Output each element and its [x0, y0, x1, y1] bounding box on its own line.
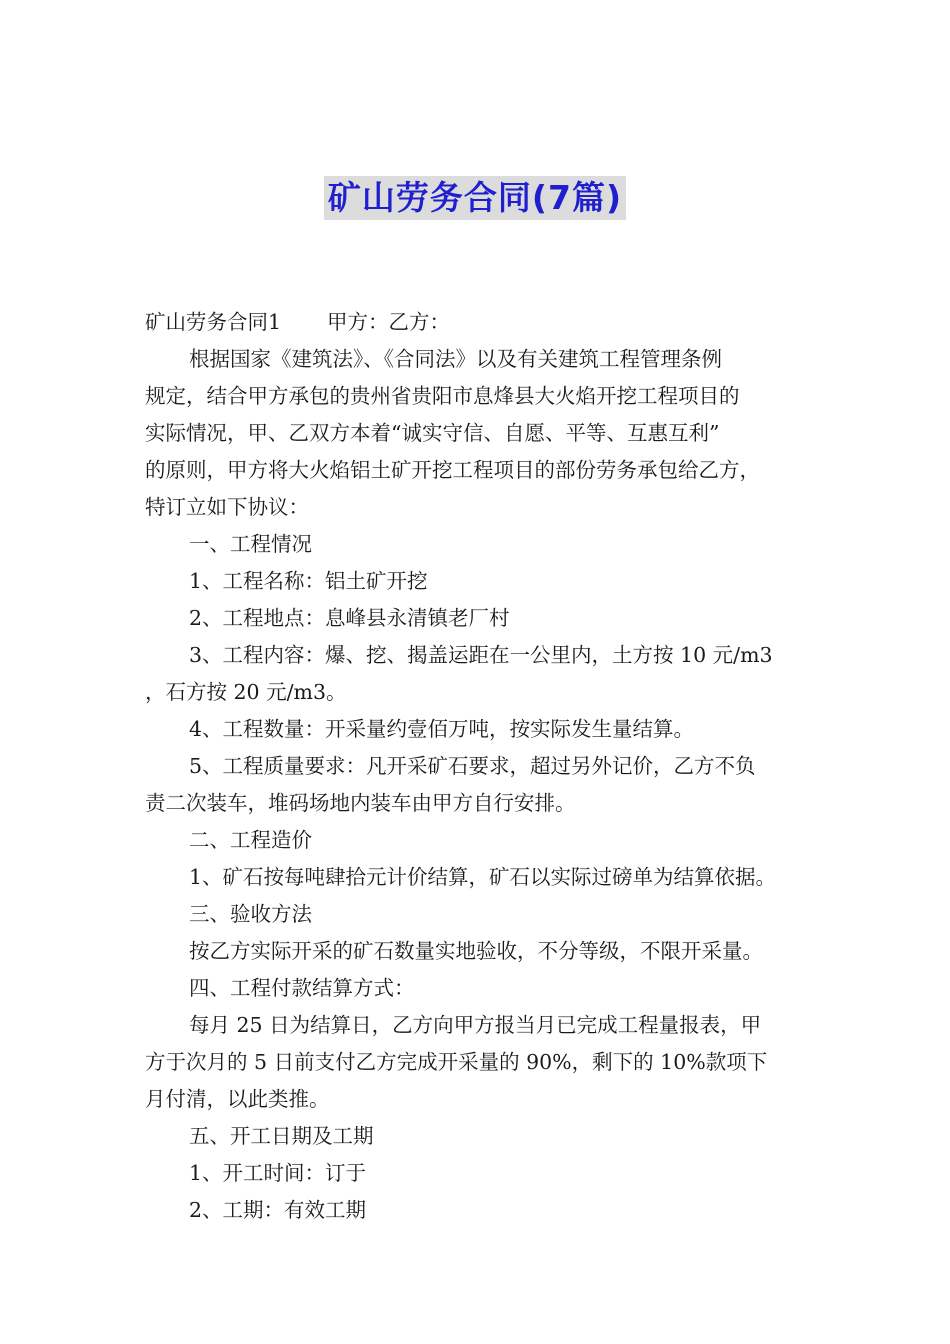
item-5-2: 2、工期：有效工期: [189, 1198, 367, 1222]
contract-header-line: [145, 304, 815, 341]
item-1-3-line-1: 3、工程内容：爆、挖、揭盖运距在一公里内，土方按 10 元/m3: [189, 643, 773, 667]
item-3-text: 按乙方实际开采的矿石数量实地验收，不分等级，不限开采量。: [189, 939, 763, 963]
title-container: [0, 176, 950, 220]
document-title: 矿山劳务合同(7篇): [324, 176, 626, 220]
section-3-title: 三、验收方法: [189, 902, 312, 926]
item-1-5-line-2: 责二次装车，堆码场地内装车由甲方自行安排。: [145, 791, 576, 815]
text: 根据国家《建筑法》、《合同法》以及有关建筑工程管理条例: [189, 347, 722, 371]
item-1-3-line-2: ，石方按 20 元/m3。: [145, 680, 347, 704]
text: 实际情况，甲、乙双方本着“诚实守信、自愿、平等、互惠互利”: [145, 421, 720, 445]
item-4-line-3: 月付清，以此类推。: [145, 1087, 330, 1111]
intro-line-1: [145, 341, 815, 378]
intro-line-5: [145, 489, 815, 526]
item-4-line-2: 方于次月的 5 日前支付乙方完成开采量的 90%，剩下的 10%款项下: [145, 1050, 768, 1074]
contract-parties: 甲方：乙方：: [327, 310, 451, 334]
document-body: [145, 304, 815, 1229]
item-1-4: 4、工程数量：开采量约壹佰万吨，按实际发生量结算。: [189, 717, 695, 741]
item-1-2: 2、工程地点：息峰县永清镇老厂村: [189, 606, 510, 630]
section-5-title: 五、开工日期及工期: [189, 1124, 374, 1148]
item-1-5-line-1: 5、工程质量要求：凡开采矿石要求，超过另外记价，乙方不负: [189, 754, 756, 778]
intro-line-3: [145, 415, 815, 452]
item-1-1: 1、工程名称：铝土矿开挖: [189, 569, 428, 593]
text: 的原则，甲方将大火焰铝土矿开挖工程项目的部份劳务承包给乙方，: [145, 458, 760, 482]
contract-heading: 矿山劳务合同1: [145, 310, 282, 334]
item-4-line-1: 每月 25 日为结算日，乙方向甲方报当月已完成工程量报表，甲: [189, 1013, 762, 1037]
section-2-title: 二、工程造价: [189, 828, 312, 852]
text: 特订立如下协议：: [145, 495, 309, 519]
intro-line-4: [145, 452, 815, 489]
item-5-1: 1、开工时间：订于: [189, 1161, 367, 1185]
intro-line-2: [145, 378, 815, 415]
section-1-title: 一、工程情况: [189, 532, 312, 556]
text: 规定，结合甲方承包的贵州省贵阳市息烽县大火焰开挖工程项目的: [145, 384, 740, 408]
item-2-1: 1、矿石按每吨肆拾元计价结算，矿石以实际过磅单为结算依据。: [189, 865, 777, 889]
section-4-title: 四、工程付款结算方式：: [189, 976, 415, 1000]
